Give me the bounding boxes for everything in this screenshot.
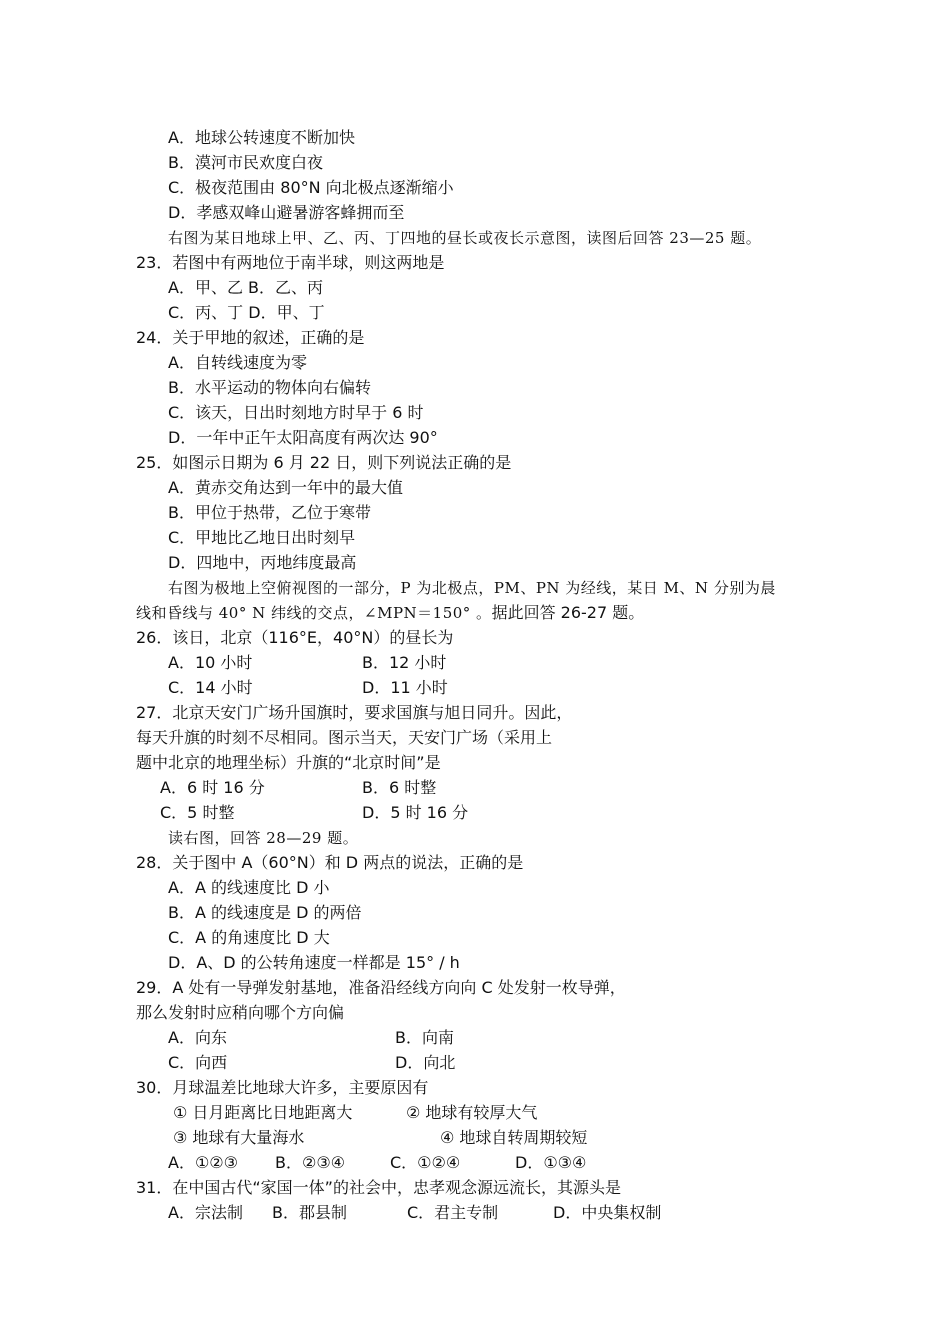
- q28-option-b: B．A 的线速度是 D 的两倍: [168, 903, 362, 922]
- q26-option-d: D．11 小时: [362, 678, 448, 697]
- intro-26-27-line2: [136, 603, 644, 623]
- question-27-line3: 题中北京的地理坐标）升旗的“北京时间”是: [136, 753, 441, 772]
- q31-option-c: C．君主专制: [407, 1203, 499, 1222]
- q24-option-d: D．一年中正午太阳高度有两次达 90°: [168, 428, 438, 447]
- q31-option-a: A．宗法制: [168, 1203, 243, 1222]
- q22-option-c: C．极夜范围由 80°N 向北极点逐渐缩小: [168, 178, 454, 197]
- q26-option-c: C．14 小时: [168, 678, 253, 697]
- q23-options-ab: A．甲、乙 B．乙、丙: [168, 278, 324, 297]
- q22-option-b: B．漠河市民欢度白夜: [168, 153, 323, 172]
- question-24: 24．关于甲地的叙述，正确的是: [136, 328, 365, 347]
- q30-statement-4: ④ 地球自转周期较短: [440, 1128, 588, 1147]
- q28-option-d: D．A、D 的公转角速度一样都是 15° / h: [168, 953, 460, 972]
- q24-option-b: B．水平运动的物体向右偏转: [168, 378, 371, 397]
- q30-option-c: C．①②④: [390, 1153, 461, 1172]
- q25-option-c: C．甲地比乙地日出时刻早: [168, 528, 356, 547]
- q28-option-c: C．A 的角速度比 D 大: [168, 928, 330, 947]
- q27-option-a: A．6 时 16 分: [160, 778, 265, 797]
- intro-23-25: 右图为某日地球上甲、乙、丙、丁四地的昼长或夜长示意图，读图后回答 23—25 题。: [168, 229, 762, 247]
- q30-statement-2: ② 地球有较厚大气: [406, 1103, 538, 1122]
- question-30: 30．月球温差比地球大许多，主要原因有: [136, 1078, 429, 1097]
- q30-option-a: A．①②③: [168, 1153, 238, 1172]
- question-26: 26．该日，北京（116°E，40°N）的昼长为: [136, 628, 454, 647]
- q29-option-d: D．向北: [395, 1053, 456, 1072]
- question-27-line2: 每天升旗的时刻不尽相同。图示当天，天安门广场（采用上: [136, 728, 553, 747]
- q29-option-a: A．向东: [168, 1028, 227, 1047]
- q27-option-b: B．6 时整: [362, 778, 437, 797]
- q23-options-cd: C．丙、丁 D．甲、丁: [168, 303, 325, 322]
- q28-option-a: A．A 的线速度比 D 小: [168, 878, 330, 897]
- q30-option-b: B．②③④: [275, 1153, 346, 1172]
- q24-option-a: A．自转线速度为零: [168, 353, 307, 372]
- question-27-line1: 27．北京天安门广场升国旗时，要求国旗与旭日同升。因此，: [136, 703, 573, 722]
- q22-option-a: A．地球公转速度不断加快: [168, 128, 355, 147]
- q24-option-c: C．该天，日出时刻地方时早于 6 时: [168, 403, 424, 422]
- q26-option-a: A．10 小时: [168, 653, 253, 672]
- q30-statement-1: ① 日月距离比日地距离大: [173, 1103, 353, 1122]
- q25-option-d: D．四地中，丙地纬度最高: [168, 553, 357, 572]
- intro-28-29: 读右图，回答 28—29 题。: [168, 829, 359, 847]
- question-23: 23．若图中有两地位于南半球，则这两地是: [136, 253, 445, 272]
- q25-option-b: B．甲位于热带，乙位于寒带: [168, 503, 371, 522]
- intro-26-27-tail: 据此回答 26-27 题。: [491, 603, 645, 622]
- q29-option-c: C．向西: [168, 1053, 228, 1072]
- question-25: 25．如图示日期为 6 月 22 日，则下列说法正确的是: [136, 453, 512, 472]
- q27-option-c: C．5 时整: [160, 803, 235, 822]
- q27-option-d: D．5 时 16 分: [362, 803, 469, 822]
- question-31: 31．在中国古代“家国一体”的社会中，忠孝观念源远流长，其源头是: [136, 1178, 621, 1197]
- question-29-line2: 那么发射时应稍向哪个方向偏: [136, 1003, 345, 1022]
- q29-option-b: B．向南: [395, 1028, 454, 1047]
- question-28: 28．关于图中 A（60°N）和 D 两点的说法，正确的是: [136, 853, 524, 872]
- intro-26-27-serif-part: 线和昏线与 40° N 纬线的交点，∠MPN＝150° 。: [136, 604, 492, 622]
- q31-option-b: B．郡县制: [272, 1203, 347, 1222]
- q30-option-d: D．①③④: [515, 1153, 587, 1172]
- q25-option-a: A．黄赤交角达到一年中的最大值: [168, 478, 403, 497]
- q22-option-d: D．孝感双峰山避暑游客蜂拥而至: [168, 203, 405, 222]
- question-29-line1: 29．A 处有一导弹发射基地，准备沿经线方向向 C 处发射一枚导弹，: [136, 978, 626, 997]
- q31-option-d: D．中央集权制: [553, 1203, 662, 1222]
- q26-option-b: B．12 小时: [362, 653, 447, 672]
- intro-26-27-line1: 右图为极地上空俯视图的一部分，P 为北极点，PM、PN 为经线，某日 M、N 分别为晨: [168, 579, 776, 597]
- q30-statement-3: ③ 地球有大量海水: [173, 1128, 305, 1147]
